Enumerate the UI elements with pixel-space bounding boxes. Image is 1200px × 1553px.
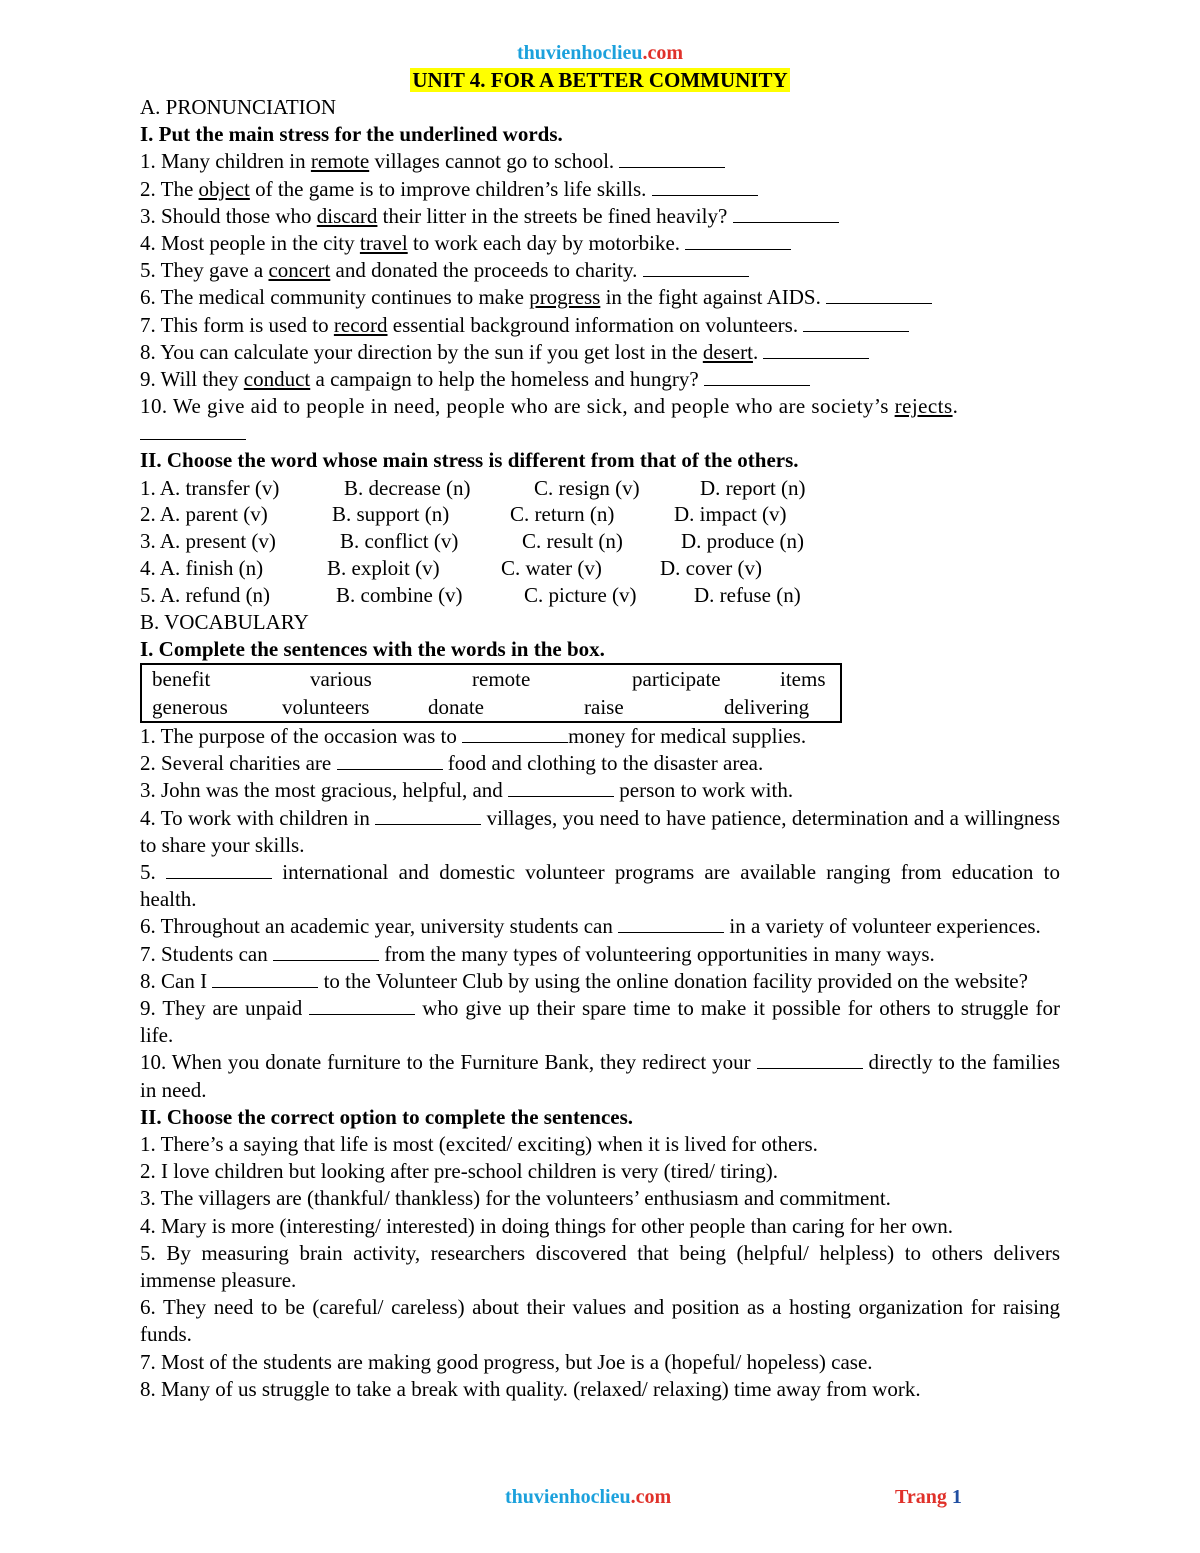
title-wrap xyxy=(140,66,1060,94)
stress-item: 9. Will they conduct a campaign to help the homeless and hungry? xyxy=(140,366,1060,393)
page-label: Trang xyxy=(895,1486,952,1508)
choice-option[interactable]: D. refuse (n) xyxy=(694,582,801,607)
choice-option[interactable]: 2. A. parent (v) xyxy=(140,502,268,527)
page-num: 1 xyxy=(951,1486,962,1508)
word-box-item: items xyxy=(780,666,826,691)
answer-blank[interactable] xyxy=(212,969,318,988)
answer-blank[interactable] xyxy=(462,724,568,743)
answer-blank[interactable] xyxy=(757,1050,863,1069)
stress-item: 7. This form is used to record essential background information on volunteers. xyxy=(140,312,1060,339)
vocab-sentence: 8. Can I to the Volunteer Club by using the online donation facility provided on the website? xyxy=(140,968,1028,993)
word-box-item: participate xyxy=(632,666,721,691)
vocab-sentence: 2. Several charities are food and clothing to the disaster area. xyxy=(140,751,764,776)
answer-blank[interactable] xyxy=(337,751,443,770)
choice-option[interactable]: 5. A. refund (n) xyxy=(140,582,271,607)
answer-blank[interactable] xyxy=(140,421,246,440)
vocab-sentence: 10. When you donate furniture to the Furniture Bank, they redirect your directly to the families in need. xyxy=(140,1050,1060,1102)
option-sentence: 1. There’s a saying that life is most (excited/ exciting) when it is lived for others. xyxy=(140,1131,818,1156)
word-box-item: delivering xyxy=(724,694,810,719)
page-footer xyxy=(0,1486,1200,1516)
vocab-sentence: 6. Throughout an academic year, university students can in a variety of volunteer experiences. xyxy=(140,914,1041,939)
choice-option[interactable]: B. decrease (n) xyxy=(344,475,471,500)
choice-option[interactable]: B. exploit (v) xyxy=(327,556,440,581)
word-box-item: remote xyxy=(472,666,531,691)
answer-blank[interactable] xyxy=(309,996,415,1015)
option-sentence: 2. I love children but looking after pre-school children is very (tired/ tiring). xyxy=(140,1159,778,1184)
option-sentence: 3. The villagers are (thankful/ thankless) for the volunteers’ enthusiasm and commitment. xyxy=(140,1186,891,1211)
section-a-part2-heading: II. Choose the word whose main stress is different from that of the others. xyxy=(140,448,799,473)
worksheet-page xyxy=(140,40,1060,1403)
answer-blank[interactable] xyxy=(618,914,724,933)
choice-row xyxy=(140,555,1060,582)
choice-option[interactable]: D. produce (n) xyxy=(681,529,805,554)
answer-blank[interactable] xyxy=(166,860,272,879)
section-b-part2-heading: II. Choose the correct option to complete the sentences. xyxy=(140,1104,634,1129)
choice-option[interactable]: C. resign (v) xyxy=(534,475,640,500)
stress-item: 2. The object of the game is to improve children’s life skills. xyxy=(140,176,1060,203)
stress-item-blank-line xyxy=(140,420,1060,447)
word-box-item: various xyxy=(310,666,372,691)
choice-option[interactable]: D. impact (v) xyxy=(674,502,787,527)
word-box-item: donate xyxy=(428,694,484,719)
stress-item: 5. They gave a concert and donated the proceeds to charity. xyxy=(140,257,1060,284)
choice-row xyxy=(140,501,1060,528)
word-box-row xyxy=(150,665,832,693)
answer-blank[interactable] xyxy=(733,204,839,223)
site-header[interactable] xyxy=(140,40,1060,66)
footer-site-domain: .com xyxy=(630,1486,672,1508)
choice-option[interactable]: B. combine (v) xyxy=(336,582,463,607)
choice-option[interactable]: C. picture (v) xyxy=(524,582,637,607)
site-domain: .com xyxy=(642,42,684,64)
choice-option[interactable]: B. conflict (v) xyxy=(340,529,459,554)
section-b-heading: B. VOCABULARY xyxy=(140,609,309,634)
choice-option[interactable]: 3. A. present (v) xyxy=(140,529,276,554)
word-box-row xyxy=(150,693,832,721)
option-sentence: 5. By measuring brain activity, researchers discovered that being (helpful/ helpless) to others delivers immense pleasure. xyxy=(140,1240,1060,1292)
option-sentence: 4. Mary is more (interesting/ interested) in doing things for other people than caring for her own. xyxy=(140,1213,953,1238)
option-sentence: 7. Most of the students are making good progress, but Joe is a (hopeful/ hopeless) case. xyxy=(140,1349,873,1374)
footer-site-name: thuvienhoclieu xyxy=(505,1486,631,1508)
answer-blank[interactable] xyxy=(763,340,869,359)
answer-blank[interactable] xyxy=(508,778,614,797)
vocab-sentence: 4. To work with children in villages, you need to have patience, determination and a willingness to share your skills. xyxy=(140,805,1060,857)
answer-blank[interactable] xyxy=(375,806,481,825)
answer-blank[interactable] xyxy=(619,149,725,168)
answer-blank[interactable] xyxy=(685,231,791,250)
footer-site-link[interactable] xyxy=(505,1486,671,1509)
answer-blank[interactable] xyxy=(643,258,749,277)
vocab-sentence: 9. They are unpaid who give up their spare time to make it possible for others to struggle for life. xyxy=(140,995,1060,1048)
word-box xyxy=(140,663,842,723)
choice-option[interactable]: D. report (n) xyxy=(700,475,806,500)
option-sentence: 6. They need to be (careful/ careless) about their values and position as a hosting organization for raising funds. xyxy=(140,1295,1060,1347)
section-b-part1-heading: I. Complete the sentences with the words in the box. xyxy=(140,636,605,661)
answer-blank[interactable] xyxy=(652,177,758,196)
stress-item: 8. You can calculate your direction by the sun if you get lost in the desert. xyxy=(140,339,1060,366)
choice-option[interactable]: C. water (v) xyxy=(501,556,602,581)
choice-option[interactable]: 4. A. finish (n) xyxy=(140,556,264,581)
choice-row xyxy=(140,475,1060,502)
choice-option[interactable]: 1. A. transfer (v) xyxy=(140,475,280,500)
stress-item: 6. The medical community continues to make progress in the fight against AIDS. xyxy=(140,284,1060,311)
stress-item: 1. Many children in remote villages cannot go to school. xyxy=(140,148,1060,175)
choice-option[interactable]: D. cover (v) xyxy=(660,556,763,581)
page-number xyxy=(895,1486,962,1509)
answer-blank[interactable] xyxy=(273,942,379,961)
choice-option[interactable]: C. return (n) xyxy=(510,502,615,527)
word-box-item: volunteers xyxy=(282,694,370,719)
choice-option[interactable]: B. support (n) xyxy=(332,502,450,527)
stress-item: 3. Should those who discard their litter in the streets be fined heavily? xyxy=(140,203,1060,230)
vocab-sentence: 7. Students can from the many types of volunteering opportunities in many ways. xyxy=(140,941,935,966)
answer-blank[interactable] xyxy=(803,313,909,332)
answer-blank[interactable] xyxy=(826,285,932,304)
choice-row xyxy=(140,528,1060,555)
stress-item: 4. Most people in the city travel to work each day by motorbike. xyxy=(140,230,1060,257)
section-a-part1-heading: I. Put the main stress for the underlined words. xyxy=(140,122,563,147)
vocab-sentence: 1. The purpose of the occasion was to money for medical supplies. xyxy=(140,723,807,748)
section-a-heading: A. PRONUNCIATION xyxy=(140,95,337,119)
answer-blank[interactable] xyxy=(704,367,810,386)
choice-option[interactable]: C. result (n) xyxy=(522,529,623,554)
word-box-item: raise xyxy=(584,694,624,719)
site-name: thuvienhoclieu xyxy=(516,42,643,64)
word-box-item: benefit xyxy=(152,666,211,691)
stress-item: 10. We give aid to people in need, people who are sick, and people who are society’s rejects. xyxy=(140,394,959,419)
choice-row xyxy=(140,582,1060,609)
page-title: UNIT 4. FOR A BETTER COMMUNITY xyxy=(412,68,788,92)
vocab-sentence: 5. international and domestic volunteer programs are available ranging from education to health. xyxy=(140,859,1060,912)
option-sentence: 8. Many of us struggle to take a break with quality. (relaxed/ relaxing) time away from work. xyxy=(140,1376,921,1401)
vocab-sentence: 3. John was the most gracious, helpful, and person to work with. xyxy=(140,778,794,803)
word-box-item: generous xyxy=(152,694,228,719)
